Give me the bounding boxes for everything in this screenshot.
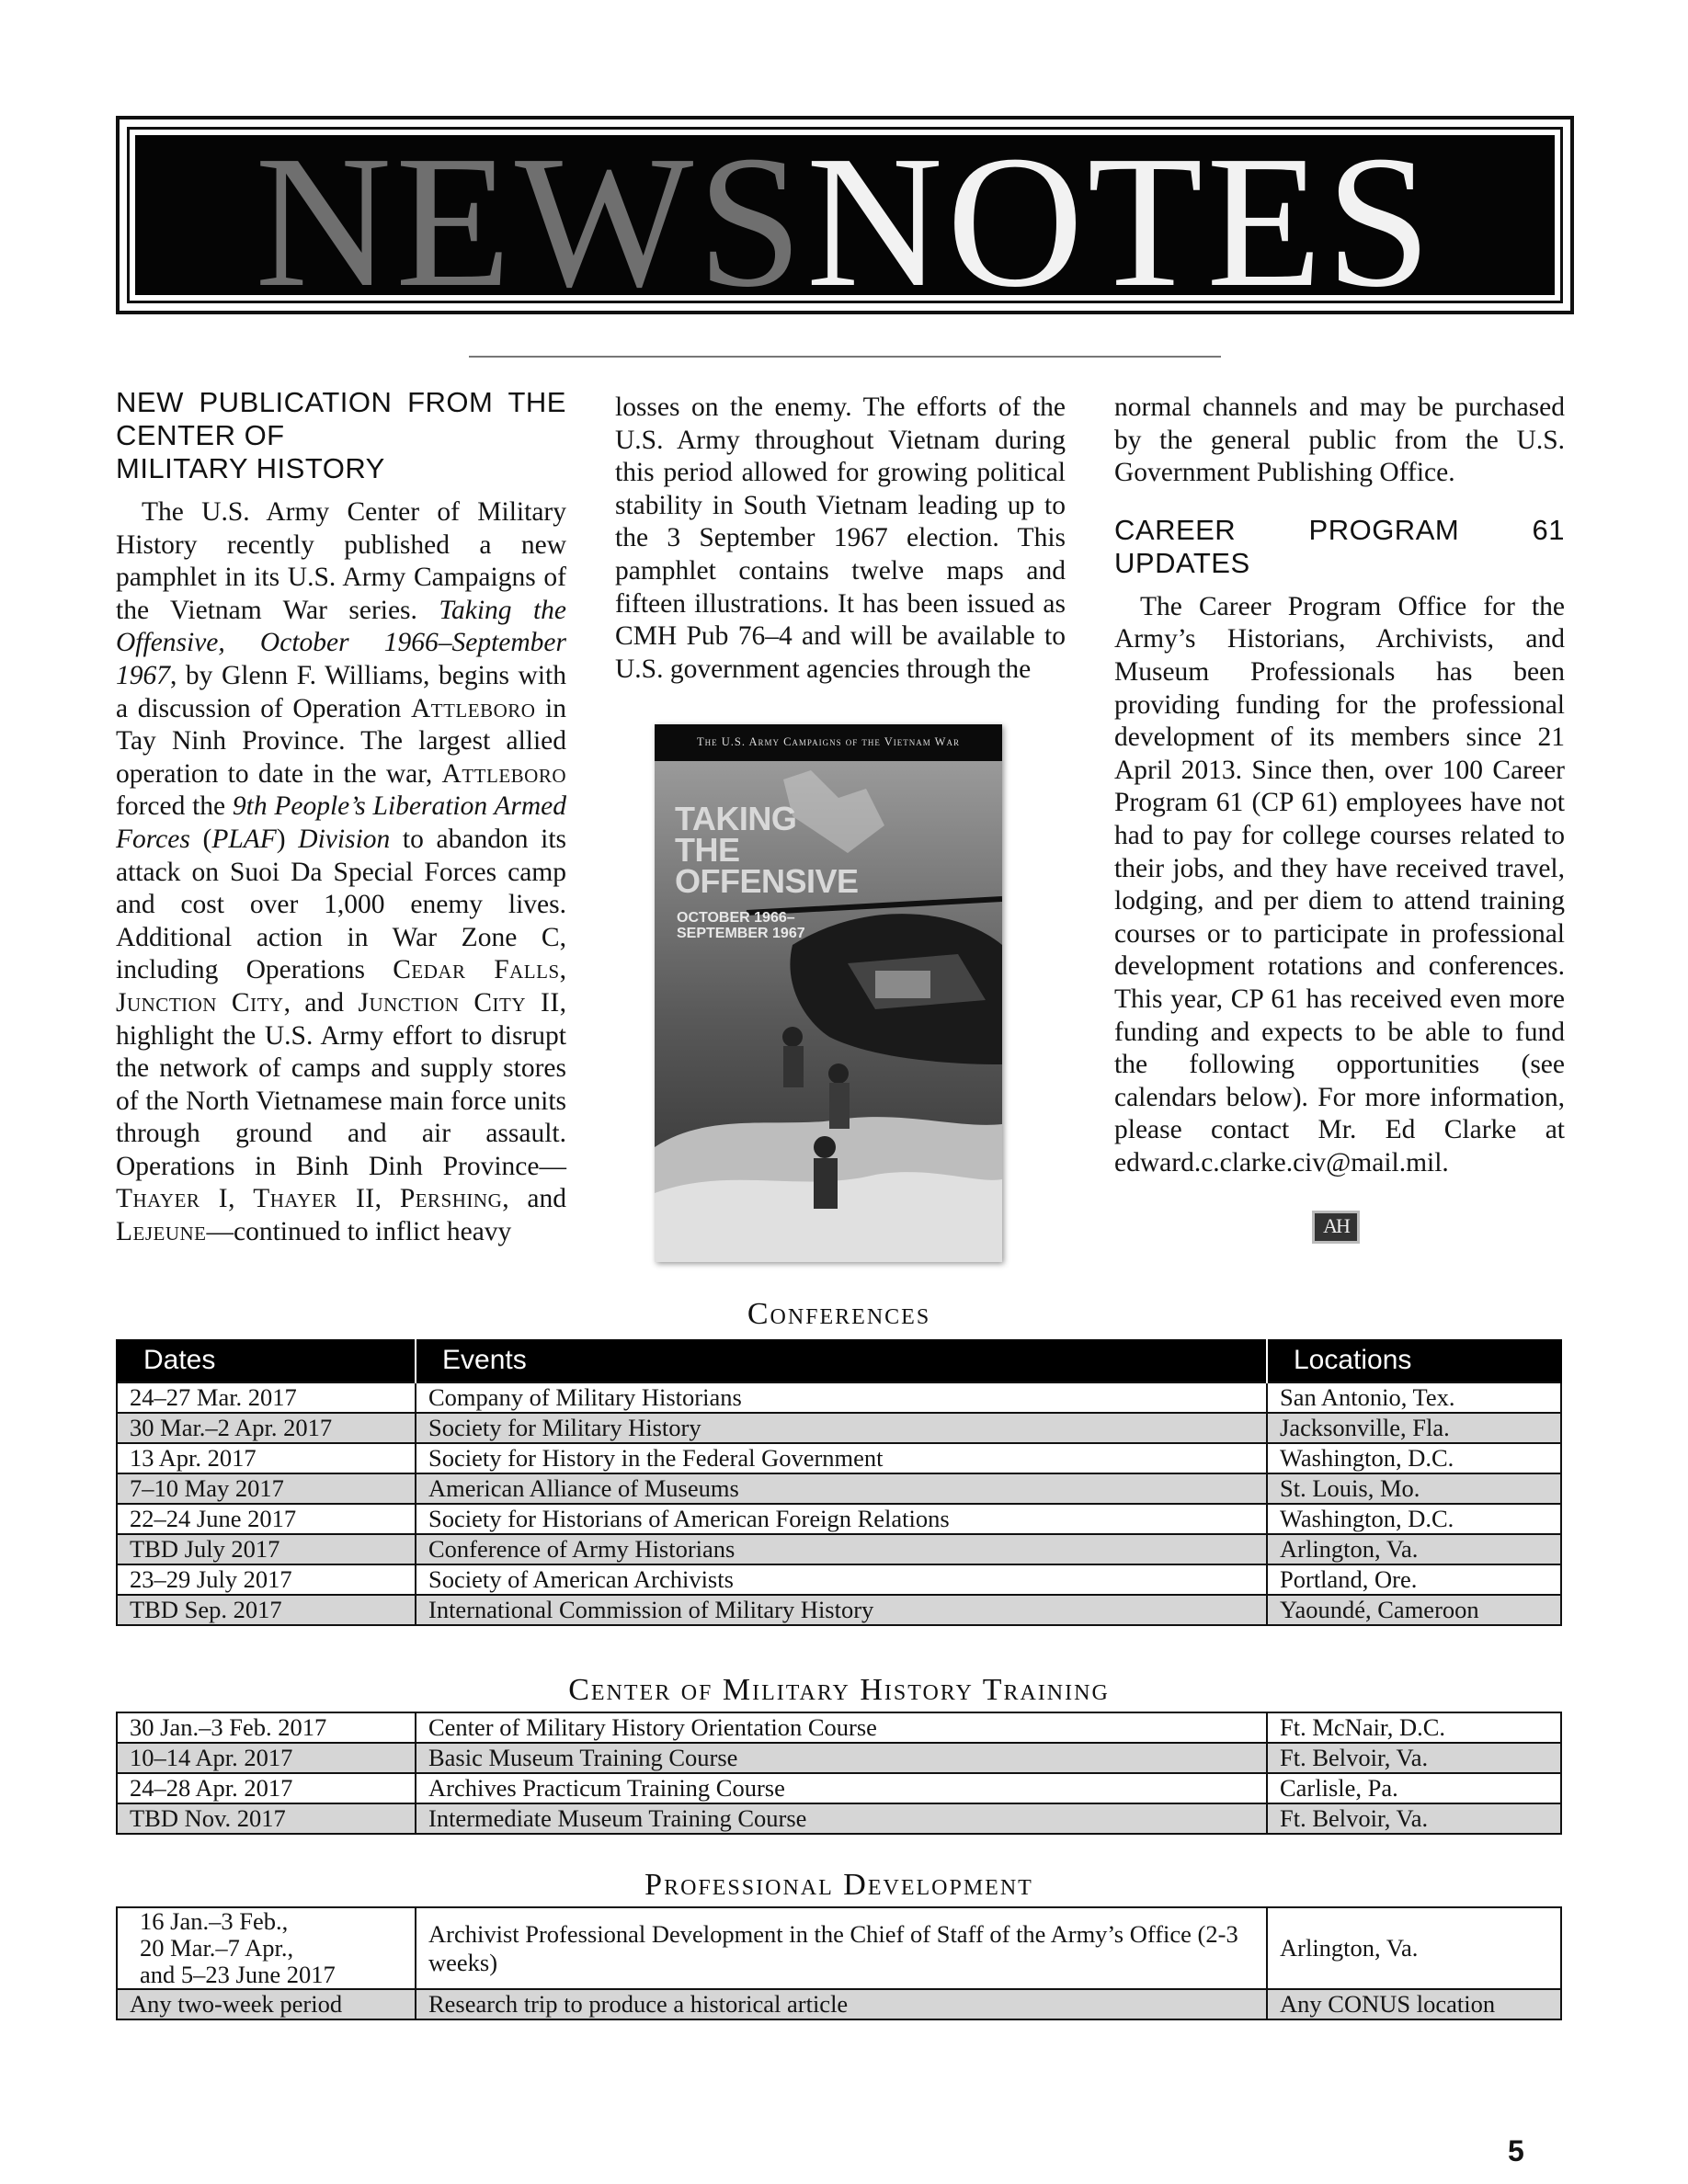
masthead-title — [135, 135, 1555, 295]
cell-location: Ft. Belvoir, Va. — [1267, 1743, 1561, 1773]
cell-location: Any CONUS location — [1267, 1989, 1561, 2019]
table-row — [117, 1504, 1561, 1534]
cell-date: 7–10 May 2017 — [117, 1473, 416, 1504]
operation-name: Pershing — [399, 1184, 503, 1214]
table-row — [117, 1803, 1561, 1834]
cover-title-line: THE — [675, 831, 740, 869]
table-row — [117, 1773, 1561, 1803]
cell-event: Society of American Archivists — [416, 1564, 1267, 1595]
cell-date: TBD July 2017 — [117, 1534, 416, 1564]
article1-body — [116, 496, 566, 1249]
cell-event: Archives Practicum Training Course — [416, 1773, 1267, 1803]
training-table — [116, 1712, 1562, 1835]
column-1 — [116, 386, 566, 1249]
table-row — [117, 1473, 1561, 1504]
column-2 — [615, 392, 1066, 686]
unit-abbrev: PLAF — [211, 824, 277, 854]
cover-dates-line: OCTOBER 1966– — [677, 910, 795, 926]
cell-location: Ft. Belvoir, Va. — [1267, 1803, 1561, 1834]
cell-event: Society for Military History — [416, 1413, 1267, 1443]
cell-date: 30 Mar.–2 Apr. 2017 — [117, 1413, 416, 1443]
cell-date: 23–29 July 2017 — [117, 1564, 416, 1595]
cell-location: Ft. McNair, D.C. — [1267, 1712, 1561, 1743]
masthead-news: NEWS — [255, 135, 806, 295]
unit-name: 9th People’s Liberation Armed Forces — [116, 791, 566, 854]
cover-series: The U.S. Army Campaigns of the Vietnam War — [697, 735, 960, 748]
operation-name: Junction City — [116, 987, 284, 1018]
cell-event: Basic Museum Training Course — [416, 1743, 1267, 1773]
cover-dates-line: SEPTEMBER 1967 — [677, 926, 805, 941]
table-row — [117, 1907, 1561, 1989]
article1-text: , and — [283, 987, 359, 1018]
cover-dates — [677, 910, 805, 941]
cover-title-line: OFFENSIVE — [675, 862, 859, 900]
cell-event: Society for History in the Federal Government — [416, 1443, 1267, 1473]
article1-text: , and — [502, 1184, 567, 1214]
cell-location: San Antonio, Tex. — [1267, 1382, 1561, 1413]
cell-event: Research trip to produce a historical article — [416, 1989, 1267, 2019]
book-cover-image — [655, 724, 1002, 1262]
cell-date: 10–14 Apr. 2017 — [117, 1743, 416, 1773]
professional-table — [116, 1906, 1562, 2020]
table-row — [117, 1443, 1561, 1473]
article1-heading-line1: NEW PUBLICATION FROM THE CENTER OF — [116, 386, 566, 451]
col-header-events: Events — [416, 1339, 1267, 1382]
unit-name: Division — [298, 824, 391, 854]
table-row — [117, 1743, 1561, 1773]
masthead-notes: NOTES — [805, 135, 1435, 295]
ah-logo: AH — [1312, 1211, 1360, 1244]
divider-rule — [469, 356, 1221, 358]
cell-event: Conference of Army Historians — [416, 1534, 1267, 1564]
cell-date: TBD Sep. 2017 — [117, 1595, 416, 1625]
article1-text: to abandon its attack on Suoi Da Special Forces camp and cost over 1,000 enemy lives. Additional action in War Zone C, including Operations — [116, 824, 567, 985]
table-row — [117, 1382, 1561, 1413]
cell-event: Intermediate Museum Training Course — [416, 1803, 1267, 1834]
page-number: 5 — [1508, 2134, 1524, 2167]
article1-text: , by Glenn F. Williams, begins with a discussion of Operation — [116, 660, 566, 723]
table-row — [117, 1712, 1561, 1743]
operation-name: Attleboro — [410, 693, 536, 723]
cell-date: 13 Apr. 2017 — [117, 1443, 416, 1473]
professional-title: Professional Development — [644, 1868, 1033, 1902]
table-row — [117, 1413, 1561, 1443]
column-3 — [1114, 392, 1565, 1179]
cell-date: 22–24 June 2017 — [117, 1504, 416, 1534]
article1-text: forced the — [116, 791, 233, 822]
cell-event: Archivist Professional Development in the Chief of Staff of the Army’s Office (2-3 weeks) — [416, 1907, 1267, 1989]
article1-text: in Tay Ninh Province. The largest allied operation to date in the war, — [116, 693, 566, 789]
cell-date: Any two-week period — [117, 1989, 416, 2019]
table-row — [117, 1564, 1561, 1595]
operation-name: Junction City II — [358, 987, 560, 1018]
cell-date: 30 Jan.–3 Feb. 2017 — [117, 1712, 416, 1743]
article1-heading-line2: MILITARY HISTORY — [116, 452, 385, 484]
article2-body: The Career Program Office for the Army’s Historians, Archivists, and Museum Professionals has been providing funding for the professional development of its members since 21 April 2013. Since then, over 100 Career Program 61 (CP 61) employees have not had to pay for college courses related to their jobs, and they have received travel, lodging, and per diem to attend training courses or to participate in professional development rotations and conferences. This year, CP 61 has received even more funding and expects to be able to fund the following opportunities (see calendars below). For more information, please contact Mr. Ed Clarke at edward.c.clarke.civ@mail.mil. — [1114, 591, 1565, 1177]
article1-body-continued — [615, 392, 1066, 686]
article1-body-end: normal channels and may be purchased by the general public from the U.S. Government Publishing Office. — [1114, 392, 1565, 488]
masthead-banner — [135, 135, 1555, 295]
cell-event: Center of Military History Orientation Course — [416, 1712, 1267, 1743]
article1-text: losses on the enemy. The efforts of the U.S. Army throughout Vietnam during this period allowed for growing political stability in South Vietnam leading up to the 3 September 1967 election. This pamphlet contains twelve maps and fifteen illustrations. It has been issued as CMH Pub 76–4 and will be available to U.S. government agencies through the — [615, 392, 1066, 684]
cell-event: International Commission of Military History — [416, 1595, 1267, 1625]
article1-text: ( — [189, 824, 212, 854]
cell-date: 16 Jan.–3 Feb., 20 Mar.–7 Apr., and 5–23 June 2017 — [117, 1907, 416, 1989]
operation-name: Attleboro — [441, 758, 566, 789]
cell-location: Portland, Ore. — [1267, 1564, 1561, 1595]
masthead-frame — [127, 127, 1563, 303]
article1-text: The U.S. Army Center of Military History recently published a new pamphlet in its U.S. Army Campaigns of the Vietnam War series. — [116, 497, 566, 625]
conferences-title: Conferences — [747, 1297, 931, 1331]
table-header-row — [117, 1339, 1561, 1382]
article1-heading — [116, 386, 566, 485]
cell-location: Arlington, Va. — [1267, 1907, 1561, 1989]
cell-date: 24–27 Mar. 2017 — [117, 1382, 416, 1413]
article2-heading: CAREER PROGRAM 61 UPDATES — [1114, 513, 1565, 579]
operation-name: Lejeune — [116, 1217, 207, 1247]
cell-location: Washington, D.C. — [1267, 1504, 1561, 1534]
cell-location: Jacksonville, Fla. — [1267, 1413, 1561, 1443]
col-header-dates: Dates — [117, 1339, 416, 1382]
article1-text: ) — [276, 824, 299, 854]
cell-event: Society for Historians of American Foreign Relations — [416, 1504, 1267, 1534]
cell-event: American Alliance of Museums — [416, 1473, 1267, 1504]
cover-title-line: TAKING — [675, 800, 797, 837]
conferences-table — [116, 1339, 1562, 1626]
cell-date: TBD Nov. 2017 — [117, 1803, 416, 1834]
article1-text: , — [374, 1184, 400, 1214]
table-row — [117, 1989, 1561, 2019]
cell-date: 24–28 Apr. 2017 — [117, 1773, 416, 1803]
operation-name: Thayer I — [116, 1184, 229, 1214]
article1-text: , — [228, 1184, 254, 1214]
training-title: Center of Military History Training — [568, 1673, 1110, 1707]
article1-text: —continued to inflict heavy — [206, 1217, 512, 1247]
operation-name: Thayer II — [253, 1184, 375, 1214]
cell-location: Carlisle, Pa. — [1267, 1773, 1561, 1803]
pamphlet-title: Taking the Offensive, October 1966–September 1967 — [116, 595, 566, 690]
col-header-locations: Locations — [1267, 1339, 1561, 1382]
cover-title — [675, 800, 859, 900]
operation-name: Cedar Falls — [393, 955, 560, 985]
cover-series-band — [655, 724, 1002, 761]
masthead — [116, 116, 1574, 314]
cell-event: Company of Military Historians — [416, 1382, 1267, 1413]
cell-location: Arlington, Va. — [1267, 1534, 1561, 1564]
cell-location: Yaoundé, Cameroon — [1267, 1595, 1561, 1625]
table-row — [117, 1534, 1561, 1564]
article1-text: , highlight the U.S. Army effort to disrupt the network of camps and supply stores of the North Vietnamese main force units through ground and air assault. Operations in Binh Dinh Province— — [116, 987, 567, 1181]
article1-text: , — [559, 955, 566, 985]
cell-location: Washington, D.C. — [1267, 1443, 1561, 1473]
table-row — [117, 1595, 1561, 1625]
cell-location: St. Louis, Mo. — [1267, 1473, 1561, 1504]
